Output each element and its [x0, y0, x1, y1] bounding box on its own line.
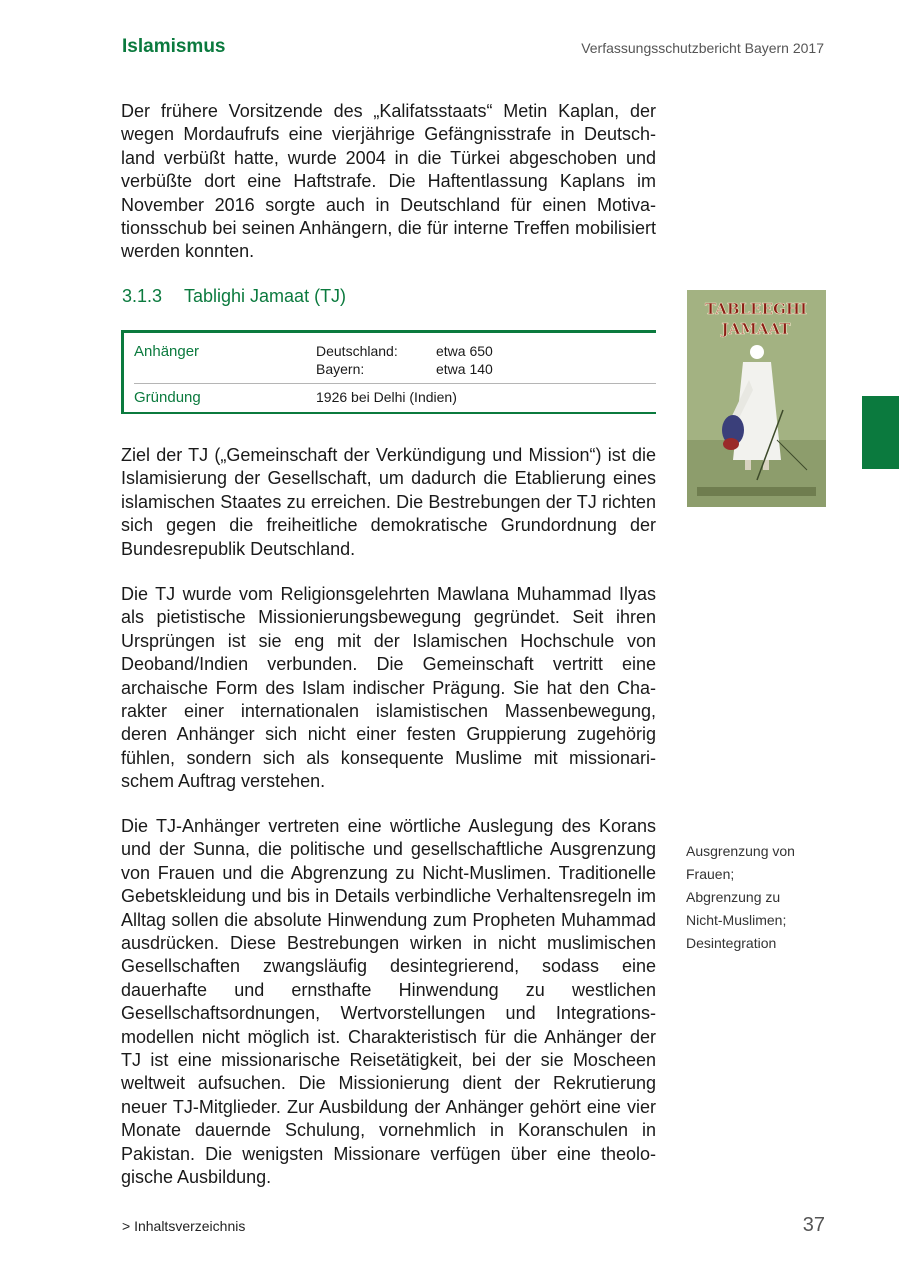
book-title-line2: JAMAAT: [721, 320, 791, 338]
book-cover-image: [687, 290, 826, 507]
paragraph-goal: Ziel der TJ („Gemeinschaft der Verkündigung und Mission“) ist die Islamisierung der Gesellschaft, um dadurch die Etablierung eines islamischen Staates zu erreichen. Die Bestrebungen der TJ richten sich gegen die freiheitliche demokratische Grundordnung der Bundesrepublik Deutschland.: [121, 445, 656, 559]
germany-value: etwa 650: [436, 343, 493, 359]
paragraph-ideology: Die TJ-Anhänger vertreten eine wörtliche Auslegung des Korans und der Sunna, die politische und gesellschaftliche Ausgrenzung von Frauen und die Abgrenzung zu Nicht-Muslimen. Traditionelle Gebetskleidung und bis in Details verbindliche Verhaltensregeln im Alltag sollen die absolute Hinwendung zum Propheten Muhammad ausdrücken. Diese Bestrebungen wirken in nicht muslimischen Gesellschaften zwangsläufig desintegrierend, sodass eine dauerhafte und ernsthafte Hinwendung zu westlichen Gesellschaftsordnungen, Wertvorstellungen und Integrationsmodellen nicht möglich ist. Charakteristisch für die Anhänger der TJ ist eine missionarische Reisetätigkeit, bei der sie Moscheen weltweit aufsuchen. Die Missionierung dient der Rekrutierung neuer TJ-Mitglieder. Zur Ausbildung der Anhänger gehört eine vier Monate dauernde Schulung, vornehmlich in Koranschulen in Pakistan. Die wenigsten Missionare verfügen über eine theologische Ausbildung.: [121, 816, 656, 1188]
marginal-line: Ausgrenzung von: [686, 843, 795, 859]
marginal-line: Abgrenzung zu: [686, 889, 781, 905]
page-number: 37: [802, 1214, 825, 1236]
section-heading: [122, 286, 346, 307]
header-report-title: Verfassungsschutzbericht Bayern 2017: [581, 40, 824, 56]
founding-label: Gründung: [134, 389, 201, 406]
marginal-note: [686, 840, 836, 955]
germany-key: Deutschland:: [316, 343, 398, 359]
followers-label: Anhänger: [134, 343, 200, 360]
section-number: 3.1.3: [122, 286, 163, 306]
fact-row-followers: [134, 343, 656, 384]
table-of-contents-link[interactable]: > Inhaltsverzeichnis: [122, 1218, 246, 1234]
founding-value: 1926 bei Delhi (Indien): [316, 389, 457, 405]
intro-paragraph: Der frühere Vorsitzende des „Kalifatsstaats“ Metin Kaplan, der wegen Mordaufrufs eine vierjährige Gefängnisstrafe in Deutschland verbüßt hatte, wurde 2004 in die Türkei abgeschoben und verbüßte dort eine Haftstrafe. Die Haftentlassung Kaplans im November 2016 sorgte auch in Deutschland für einen Motivationsschub bei seinen Anhängern, die für interne Treffen mobilisiert werden konnten.: [121, 101, 656, 262]
marginal-line: Nicht-Muslimen;: [686, 912, 787, 928]
book-cover-illustration: [687, 290, 826, 507]
fact-box: [121, 330, 656, 414]
header-section-title: Islamismus: [122, 36, 226, 57]
book-title-line1: TABLEEGHI: [704, 300, 808, 318]
marginal-line: Desintegration: [686, 935, 777, 951]
bavaria-value: etwa 140: [436, 361, 493, 377]
paragraph-history: Die TJ wurde vom Religionsgelehrten Mawlana Muhammad Ilyas als pietistische Missionierungsbewegung gegründet. Seit ihren Ursprüngen ist sie eng mit der Islamischen Hochschule von Deoband/Indien verbunden. Die Gemeinschaft vertritt eine archaische Form des Islam indischer Prägung. Sie hat den Charakter einer internationalen islamistischen Massenbewegung, deren Anhänger sich nicht einer festen Gruppierung zugehörig fühlen, sondern sich als konsequente Muslime mit missionarischem Auftrag verstehen.: [121, 584, 656, 792]
marginal-line: Frauen;: [686, 866, 735, 882]
chapter-side-tab: [862, 396, 899, 469]
bavaria-key: Bayern:: [316, 361, 365, 377]
section-title: Tablighi Jamaat (TJ): [184, 286, 347, 306]
